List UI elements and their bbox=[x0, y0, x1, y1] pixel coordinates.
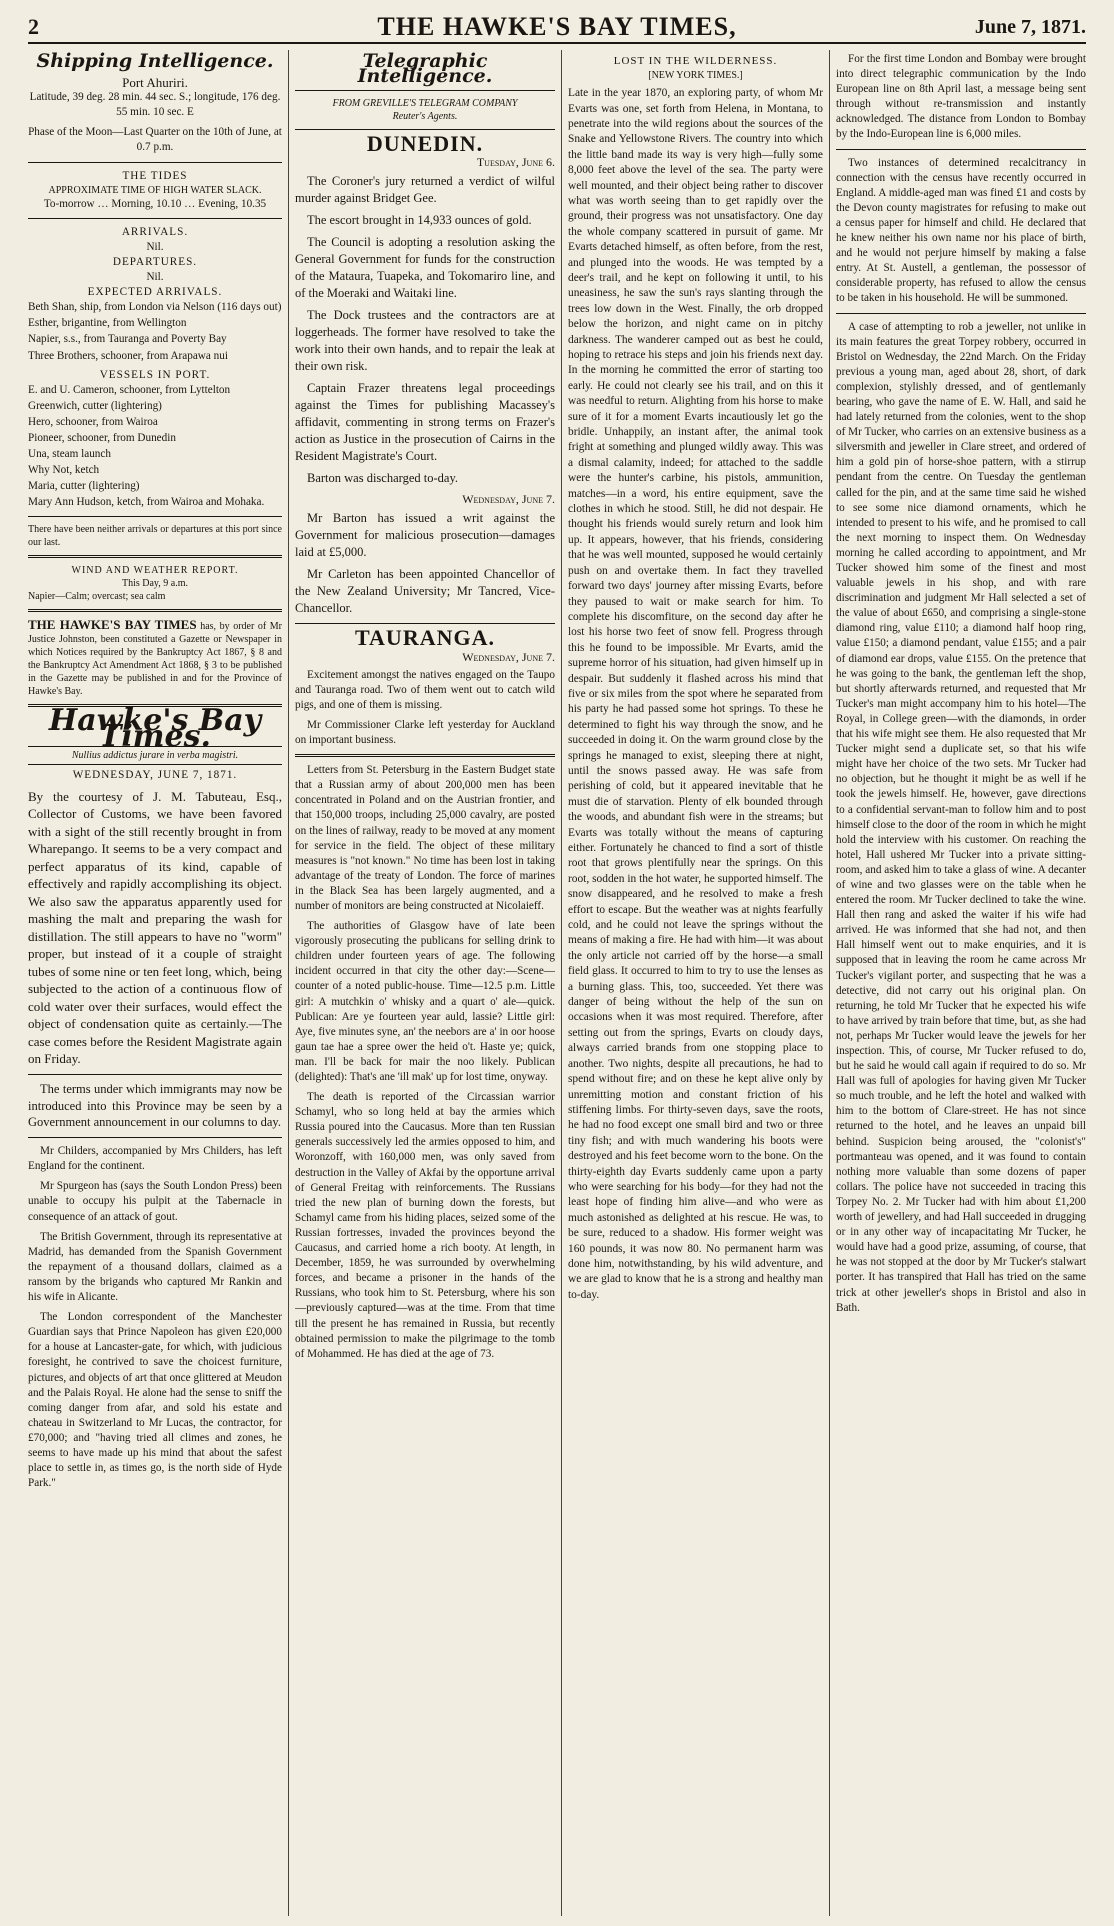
list-item: Pioneer, schooner, from Dunedin bbox=[28, 431, 176, 444]
news-paragraph: Mr Commissioner Clarke left yesterday for Auckland on important business. bbox=[295, 718, 555, 747]
tauranga-heading: TAURANGA. bbox=[355, 625, 495, 651]
column-2 bbox=[295, 52, 555, 1916]
arrivals-value: Nil. bbox=[146, 240, 164, 253]
shipping-heading: Shipping Intelligence. bbox=[36, 52, 274, 72]
list-item: Why Not, ketch bbox=[28, 464, 100, 477]
departures-heading: DEPARTURES. bbox=[112, 255, 198, 268]
wind-heading: WIND AND WEATHER REPORT. bbox=[71, 565, 239, 577]
news-paragraph: For the first time London and Bombay were brought into direct telegraphic communication by the Indo European line on 8th April last, a message being sent through without re-transmission and instantly acknowledged. The distance from London to Bombay by the Indo-European line is 6,000 miles. bbox=[836, 53, 1086, 141]
news-paragraph: The London correspondent of the Manchester Guardian says that Prince Napoleon has given £20,000 for a house at Lancaster-gate, for which, with judicious foresight, he contrived to save the choicest furniture, pictures, and objects of art that once glittered at Meudon and the Palais Royal. He alone had the sense to sniff the coming danger from afar, and sold his estate and chateau in Switzerland to Mr Lucas, the contractor, for £70,000; and "having tried all climes and zones, he seems to have made up his mind that about the safest place to settle in, as times go, is the north side of Hyde Park." bbox=[28, 1311, 282, 1490]
article-heading: LOST IN THE WILDERNESS. bbox=[613, 55, 778, 67]
latitude-line: Latitude, 39 deg. 28 min. 44 sec. S.; longitude, 176 deg. 55 min. 10 sec. E bbox=[29, 91, 281, 119]
column-rule bbox=[829, 50, 830, 1916]
list-item: Three Brothers, schooner, from Arapawa nui bbox=[28, 349, 228, 362]
issue-date: June 7, 1871. bbox=[974, 16, 1086, 38]
divider bbox=[295, 623, 555, 624]
divider bbox=[836, 313, 1086, 314]
news-paragraph: Excitement amongst the natives engaged on the Taupo and Tauranga road. Two of them went out to catch wild pigs, and one of them is missing. bbox=[295, 668, 555, 711]
list-item: Esther, brigantine, from Wellington bbox=[28, 317, 187, 330]
notice-body: has, by order of Mr Justice Johnston, been constituted a Gazette or Newspaper in which Notices required by the Bankruptcy Act 1867, § 8 and the Bankruptcy Act Amendment Act 1868, § 3 to be published in the Gazette may be published in and for the Province of Hawke's Bay. bbox=[28, 621, 282, 698]
news-paragraph: The Coroner's jury returned a verdict of wilful murder against Bridget Gee. bbox=[295, 174, 555, 206]
news-paragraph: Mr Spurgeon has (says the South London Press) been unable to occupy his pulpit at the Tabernacle in consequence of an attack of gout. bbox=[28, 1180, 282, 1223]
page-number: 2 bbox=[28, 14, 39, 39]
news-paragraph: The authorities of Glasgow have of late been vigorously prosecuting the publicans for selling drink to children under fourteen years of age. The following incident occurred in that city the other day:—Scene—counter of a noted public-house. Time—12.5 p.m. Little girl: A mutchkin o' whisky and a quart o' ale—quick. Publican: Are ye fourteen year auld, lassie? Little girl: Aye, five minutes syne, an' the neebors are a' in oor hoose gaun tae hae a spree ower the heid o't. Haste ye; quick, man. I'll be back for mair the noo likely. Publican (delighted): That's ane 'ill mak' up for lost time, onyway. bbox=[295, 920, 555, 1083]
arrivals-heading: ARRIVALS. bbox=[121, 225, 189, 238]
divider bbox=[28, 516, 282, 517]
tides-subheading: APPROXIMATE TIME OF HIGH WATER SLACK. bbox=[48, 184, 262, 196]
wind-report: Napier—Calm; overcast; sea calm bbox=[28, 591, 166, 603]
gazette-notice bbox=[28, 618, 282, 698]
vessels-heading: VESSELS IN PORT. bbox=[99, 368, 211, 381]
news-paragraph: The Dock trustees and the contractors are at loggerheads. The former have resolved to take the work into their own hands, and to repair the leak at their own risk. bbox=[295, 308, 555, 374]
news-paragraph: A case of attempting to rob a jeweller, not unlike in its main features the great Torpey robbery, occurred in Bristol on Wednesday, the 22nd March. On the Friday previous a young man, aged about 28, short, of dark complexion, stylishly dressed, and of gentlemanly bearing, who gave the name of E. W. Hall, and said he had lately returned from the colonies, went to the shop of Mr Tucker, who carries on an extensive business as a silversmith and jeweller in Clare street, and ordered of him a gold pin of horse-shoe pattern, with a stirrup pendant from the centre. On Tuesday the gentleman called for the pin, and at the same time said he wished to see some nice diamond ornaments, which he intended to present to his wife, and he promised to call the next morning to inspect them. On Wednesday morning he called according to appointment, and Mr Tucker showed him some of the finest and most valuable jewels in his shop, and with rare discrimination and judgment Mr Hall selected a set of the value of about £650, and comprising a single-stone diamond ring, value £110; a diamond half hoop ring, value £150; a diamond pendant, value £155; and a pair of diamond ear drops, value £155. On the pretence that he was going to the bank, the gentleman left the shop, but shortly afterwards returned, and requested that Mr Tucker's man might accompany him to his hotel—The Royal, in College green—with the diamonds, in order that his wife might see them. He also requested that Mr Tucker might send a duplicate set, so that his wife might have her choice of the two sets. Mr Tucker had no objection, but he thought it might be as well if he took the jewels himself. He, however, gave directions to a confidential servant-man to follow him and to post himself close to the door of the room in which he might hold the interview with his customer. On reaching the hotel, Hall ushered Mr Tucker into a private sitting-room, and asked him to take a glass of wine. A decanter of wine and two glasses were on the table when he entered the room. Mr Tucker declined to take the wine. Hall then rang and asked the waiter if his wife had arrived. He was informed that she had not, and then Hall himself went out to make enquiries, and it is supposed that in leaving the room he came across Mr Tucker's vigilant porter, and suspecting that he was a detective, did not carry out his original plan. On returning, he told Mr Tucker that he expected his wife to have arrived by train before that time, but, as she had not, perhaps Mr Tucker would leave the jewels for her inspection. This, of course, Mr Tucker refused to do, but he said he would call again if required to do so. Mr Hall was full of apologies for having given Mr Tucker so much trouble, and he left the hotel and walked with him to the bottom of Clare-street. He has not since returned to the hotel, and he leaves an unpaid bill behind. Suspicion being aroused, the "colonist's" portmanteau was opened, and it was found to contain nothing more valuable than some dozens of paper collars. The police have not succeeded in tracing this Torpey No. 2. Mr Tucker had with him about £1,200 worth of jewellery, and had Hall succeeded in drugging or in any other way of incapacitating Mr Tucker, he would have had a good prize, assuming, of course, that he was not stopped at the door by Mr Tucker's stalwart porter. It has transpired that Hall has tried on the same trick at other jeweller's shops in Bristol and also in Bath. bbox=[836, 320, 1086, 1314]
news-paragraph: The Council is adopting a resolution asking the General Government for funds for the construction of the Mataura, Tuapeka, and Tokomariro line, and of the Moeraki and Waitaki line. bbox=[295, 235, 555, 301]
divider bbox=[836, 149, 1086, 150]
telegram-source: FROM GREVILLE'S TELEGRAM COMPANY bbox=[332, 98, 518, 110]
news-paragraph: Mr Barton has issued a writ against the Government for malicious prosecution—damages laid at £5,000. bbox=[295, 511, 555, 560]
dateline: Wednesday, June 7. bbox=[462, 492, 555, 507]
editorial-paragraph: By the courtesy of J. M. Tabuteau, Esq., Collector of Customs, we have been favored with a sight of the still recently brought in from Wharepango. It seems to be a very compact and perfect apparatus of its kind, capable of effectively and rapidly accomplishing its object. We also saw the apparatus apparently used for mashing the malt and preparing the wash for distillation. The still appears to have no "worm" proper, but instead of it a couple of straight tubes of some nine or ten feet long, which, being subjected to the action of a continuous flow of cold water over their surfaces, would effect the object of condensation quite as certainly.—The case comes before the Resident Magistrate again on Friday. bbox=[28, 788, 282, 1067]
tides-heading: THE TIDES bbox=[122, 169, 188, 182]
divider bbox=[295, 754, 555, 757]
paper-title: Hawke's Bay Times. bbox=[48, 703, 262, 754]
column-1 bbox=[28, 52, 282, 1916]
issue-dateline: WEDNESDAY, JUNE 7, 1871. bbox=[72, 768, 238, 781]
list-item: Napier, s.s., from Tauranga and Poverty Bay bbox=[28, 333, 227, 346]
no-arrivals-note: There have been neither arrivals or departures at this port since our last. bbox=[28, 524, 282, 549]
divider bbox=[28, 218, 282, 219]
divider bbox=[28, 1137, 282, 1138]
news-paragraph: Letters from St. Petersburg in the Eastern Budget state that a Russian army of about 200,000 men has been concentrated in Poland and on the Austrian frontier, and that 150,000 troops, including 25,000 cavalry, are posted on the lines of railway, ready to be moved at any moment for service in the field. The object of these military measures is "not known." No time has been lost in taking advantage of the treaty of London. The force of marines in the Black Sea has been largely augmented, and a number of monitors are being constructed at Nicolaieff. bbox=[295, 764, 555, 912]
moon-phase: Phase of the Moon—Last Quarter on the 10th of June, at 0.7 p.m. bbox=[28, 126, 282, 154]
list-item: Hero, schooner, from Wairoa bbox=[28, 415, 158, 428]
paper-motto: Nullius addictus jurare in verba magistri. bbox=[28, 746, 282, 765]
column-4 bbox=[836, 52, 1086, 1916]
divider bbox=[28, 609, 282, 612]
divider bbox=[28, 555, 282, 558]
column-rule bbox=[561, 50, 562, 1916]
wind-date: This Day, 9 a.m. bbox=[121, 578, 188, 590]
dateline: Wednesday, June 7. bbox=[462, 649, 555, 664]
agents-line: Reuter's Agents. bbox=[392, 111, 458, 123]
list-item: Mary Ann Hudson, ketch, from Wairoa and Mohaka. bbox=[28, 496, 265, 509]
news-paragraph: Mr Childers, accompanied by Mrs Childers, has left England for the continent. bbox=[28, 1145, 282, 1173]
divider bbox=[28, 162, 282, 163]
list-item: Una, steam launch bbox=[28, 448, 111, 461]
news-paragraph: Two instances of determined recalcitrancy in connection with the census have recently occurred in England. A middle-aged man was fined £1 and costs by the Devon county magistrates for refusing to make out a census paper for himself and child. He declared that he knew neither his own name nor his place of birth, and he would not perjure himself by making a false entry. At St. Austell, a gentleman, the possessor of considerable property, has refused to allow the census to be taken in his household. He will be summoned. bbox=[836, 156, 1086, 305]
dateline: Tuesday, June 6. bbox=[476, 155, 555, 170]
news-paragraph: The British Government, through its representative at Madrid, has demanded from the Spanish Government the repayment of a thousand dollars, claimed as a ransom by the brigands who captured Mr Rankin and his wife in Alicante. bbox=[28, 1230, 282, 1304]
divider bbox=[295, 90, 555, 91]
telegraphic-heading: Telegraphic Intelligence. bbox=[357, 52, 493, 88]
news-paragraph: Mr Carleton has been appointed Chancellor of the New Zealand University; Mr Tancred, Vice-Chancellor. bbox=[295, 567, 555, 616]
list-item: Greenwich, cutter (lightering) bbox=[28, 399, 162, 412]
departures-value: Nil. bbox=[146, 271, 164, 284]
list-item: Maria, cutter (lightering) bbox=[28, 480, 140, 493]
article-source: [NEW YORK TIMES.] bbox=[648, 70, 743, 82]
editorial-paragraph: The terms under which immigrants may now be introduced into this Province may be seen by a Government announcement in our columns to day. bbox=[28, 1081, 282, 1130]
news-paragraph: Captain Frazer threatens legal proceedings against the Times for publishing Macassey's affidavit, commenting in strong terms on Frazer's action as Justice in the prosecution of Cairns in the Resident Magistrate's Court. bbox=[295, 381, 555, 464]
tides-times: To-morrow … Morning, 10.10 … Evening, 10.35 bbox=[43, 197, 267, 210]
list-item: E. and U. Cameron, schooner, from Lyttelton bbox=[28, 383, 231, 396]
column-rule bbox=[288, 50, 289, 1916]
news-paragraph: The escort brought in 14,933 ounces of gold. bbox=[307, 213, 532, 228]
list-item: Beth Shan, ship, from London via Nelson (116 days out) bbox=[28, 301, 282, 314]
newspaper-title: THE HAWKE'S BAY TIMES, bbox=[377, 12, 737, 41]
article-body: Late in the year 1870, an exploring party, of whom Mr Evarts was one, set forth from Helena, in Montana, to penetrate into the wild regions about the sources of the Snake and Yellowstone Rivers. The country into which the little band made its way is very high—fully some 8,000 feet above the level of the sea. The party were well mounted, and their object being rather to discover what was worth seeing than to get rapidly over the ground, their progress was not unsatisfactory. One day the whole company scattered in pursuit of game. Mr Evarts detached himself, as often before, from the rest, and plunged into the woods. He was tempted by a deer's trail, and he kept on following it until, to his uneasiness, he saw the sun's rays slanting through the trees low down in the West. Finally, the orb dropped below the horizon, and night came on in pitchy darkness. The wanderer camped out as best he could, hoping to retrace his steps and join his friends next day. In the morning he committed the error of starting too early. He could not clearly see his trail, and on this it was needful to return. Alighting from his horse to make sure of it for a moment Evarts incautiously let go the bridle. Unhappily, an instant after, the animal took fright at something and plunged wildly away. This was a dismal calamity, indeed; for attached to the saddle were the hunter's carbine, his pistols, ammunition, matches—in a word, his entire equipment, save the clothes in which he stood. Still, he did not despair. He thought his friends would surely return and look him up. It appears, however, that his friends, considering that he was well mounted, supposed he would certainly push on and overtake them. In fact they travelled forward two days' journey after missing Evarts, before they paused to wait or make search for him. To complete his discomfiture, on the second day after he lost his horse two feet of snow fell. Progress through this he found to be impossible. Mr Evarts, amid the supreme horror of his situation, had given himself up in despair. But suddenly it flashed across his mind that five or six miles from the spot where he separated from his party he had passed some hot springs. To these he determined to fight his way through the snow, and he succeeded in doing it. On the warm ground close by the springs he managed to exist, sleeping there at night, until the snows passed away. He was safe from perishing of cold, but it appeared inevitable that he must die of starvation. Plenty of elk bounded through the woods, and abundant fish were in the streams; but Evarts was totally without the means of capturing either. Fortunately he chanced to find a sort of thistle root that grows plentifully near the springs. On this root, sodden in the hot water, he supported himself. The snow disappeared, and he resolved to make a fresh effort to escape. But the weather was at nights fearfully cold, and he could not leave the springs without the means of making a fire. He had with him—it was about the only article not carried off by the horse—a small field glass. It occurred to him to try to use the lenses as a burning glass. This, too, succeeded. Yet there was danger of being without the help of the sun on occasions when it was most required. Therefore, after setting out from the springs, Evarts on cloudy days, always carried brands from one stopping place to another. Two nights, despite all precautions, he had to spend without fire; and on these he kept alive only by unremitting motion and constant friction of his stiffening limbs. For thirty-seven days, save the roots, he had no food except one small bird and two or three tiny fish; and with much wandering his boots were destroyed and his feet become worn to the bone. On the thirty-eighth day Evarts suddenly came upon a party who were searching for his body—for they had not the least hope of finding him alive—and who were as much astonished as delighted at his rescue. He was, to be sure, reduced to a shadow. His former weight was 160 pounds, it was now 80. No permanent harm was done him, notwithstanding, by his wild adventure, and we are glad to know that he is a strong and healthy man to-day. bbox=[568, 87, 823, 1301]
expected-heading: EXPECTED ARRIVALS. bbox=[87, 286, 223, 299]
port-name: Port Ahuriri. bbox=[122, 75, 188, 91]
divider bbox=[28, 1074, 282, 1075]
dunedin-heading: DUNEDIN. bbox=[366, 131, 484, 157]
notice-lead: THE HAWKE'S BAY TIMES bbox=[28, 617, 197, 633]
news-paragraph: The death is reported of the Circassian warrior Schamyl, who so long held at bay the armies which Russia poured into the Caucasus. More than ten Russian generals successively led the armies opposed to him, and Woronzoff, with 160,000 men, was only saved from destruction in the Valley of Akfai by the opportune arrival of General Freitag with reinforcements. The Russians tried the new plan of burning down the forests, but Schamyl came from his hiding places, seized some of the Russian fortresses, invaded the provinces beyond the Caucasus, and carried home a rich booty. At length, in December, 1859, he was surrounded by overwhelming forces, and became a prisoner in the hands of the Russians, who took him to St. Petersburg, where his son—previously captured—was at the time. From that time till the present he has remained in Russia, but recently obtained permission to make the pilgrimage to the tomb of Mohammed. He has died at the age of 73. bbox=[295, 1091, 555, 1360]
column-3 bbox=[568, 52, 823, 1916]
news-paragraph: Barton was discharged to-day. bbox=[307, 471, 459, 486]
divider bbox=[295, 129, 555, 130]
masthead bbox=[28, 8, 1086, 44]
